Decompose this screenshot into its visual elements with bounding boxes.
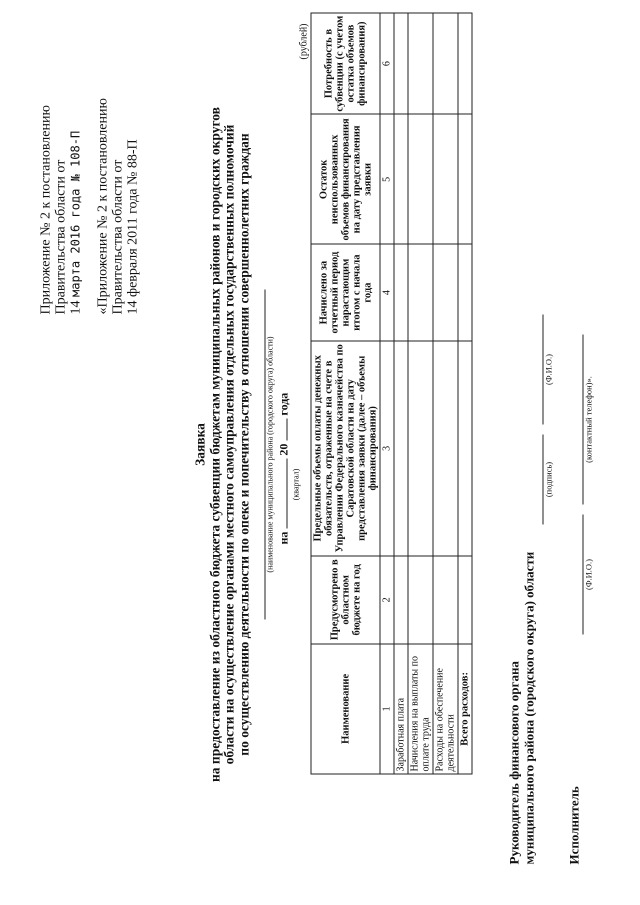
table-header-row	[311, 13, 380, 774]
municipality-caption: (наименование муниципального района (городского округа) области)	[265, 336, 275, 573]
column-number: 4	[380, 244, 394, 340]
column-number: 2	[380, 556, 394, 644]
column-header: Наименование	[311, 644, 380, 774]
old-appendix-line-2: Правительства области от	[110, 159, 126, 315]
old-appendix-line-3: 14 февраля 2011 года № 88-П	[125, 139, 141, 315]
column-number: 3	[380, 341, 394, 556]
title-line-1: на предоставление из областного бюджета субвенции бюджетам муниципальных районов и городских округов	[207, 107, 222, 782]
total-row	[458, 13, 472, 774]
column-header: Предусмотрено в областном бюджете на год	[311, 556, 380, 644]
column-number-row	[380, 13, 394, 774]
executor-label: Исполнитель	[566, 786, 582, 865]
column-header: Начислено за отчетный период нарастающим итогом с начала года	[311, 244, 380, 340]
head-fio-caption: (Ф.И.О.)	[543, 353, 554, 386]
quarter-caption: (квартал)	[291, 468, 301, 501]
column-header: Предельные объемы оплаты денежных обязательств, отраженные на счете в Управлении Федерального казначейства по Саратовской области на дату представления заявки (далее – объемы финансирования)	[311, 341, 380, 556]
column-number: 5	[380, 114, 394, 244]
executor-fio-caption: (Ф.И.О.)	[583, 558, 594, 591]
title-heading: Заявка	[192, 423, 208, 466]
table-row	[394, 13, 408, 774]
document-page	[1, 0, 640, 905]
column-number: 6	[380, 13, 394, 114]
column-number: 1	[380, 644, 394, 774]
table-row	[408, 13, 433, 774]
head-title-line-2: муниципального района (городского округа) области	[521, 551, 537, 865]
row-label: Начисления на выплаты по оплате труда	[408, 644, 433, 774]
title-line-3: по осуществлению деятельности по опеке и попечительству в отношении совершеннолетних граждан	[236, 133, 251, 756]
row-label: Расходы на обеспечение деятельности	[433, 644, 458, 774]
handwritten-date: марта 2016 года № 108-П	[68, 130, 83, 297]
appendix-line-1: Приложение № 2 к постановлению	[38, 105, 54, 315]
table-row	[433, 13, 458, 774]
document-title	[194, 55, 252, 835]
column-header: Потребность в субвенции (с учетом остатка объемов финансирования)	[311, 13, 380, 114]
old-appendix-line-1: «Приложение № 2 к постановлению	[95, 98, 111, 315]
request-table	[311, 13, 473, 775]
title-line-2: области на осуществление органами местного самоуправления отдельных государственных полномочий	[221, 124, 237, 765]
executor-phone-caption: (контактный телефон)».	[583, 376, 594, 463]
signature-caption: (подпись)	[543, 461, 554, 498]
head-title-line-1: Руководитель финансового органа	[506, 661, 522, 865]
total-label: Всего расходов:	[458, 644, 472, 774]
column-header: Остаток неиспользованных объемов финансирования на дату представления заявки	[311, 114, 380, 244]
units-label: (рублей)	[298, 23, 310, 60]
row-label: Заработная плата	[394, 644, 408, 774]
appendix-line-2: Правительства области от	[53, 159, 69, 315]
appendix-block	[39, 15, 141, 315]
head-signature-title	[507, 445, 537, 865]
appendix-line-3: 14 марта 2016 года № 108-П	[68, 130, 84, 315]
period-line: на 20 года	[276, 392, 291, 545]
